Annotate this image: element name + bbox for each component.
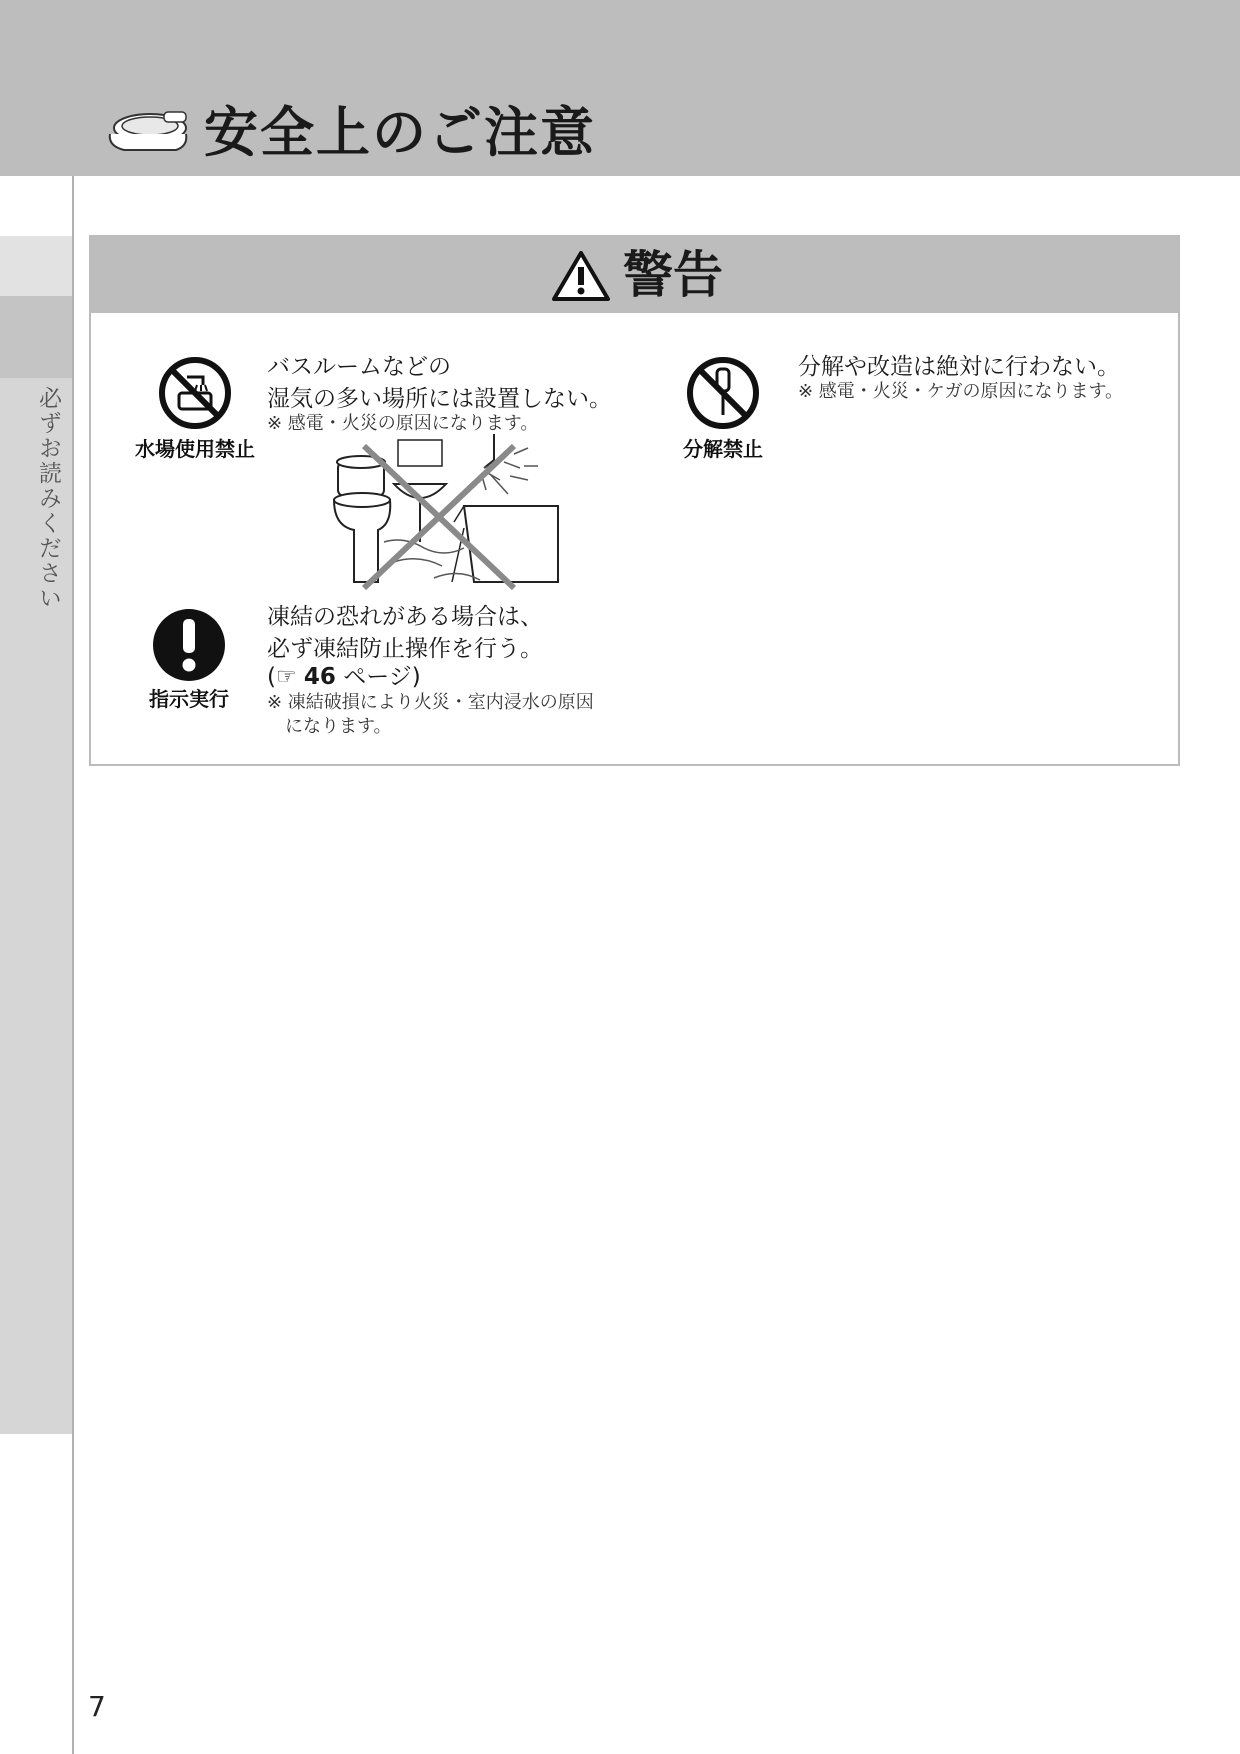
item-note: ※ 凍結破損により火災・室内浸水の原因 (267, 692, 594, 713)
side-tab-upper (0, 236, 72, 296)
mandatory-action-icon (151, 607, 227, 683)
toilet-seat-icon (104, 106, 190, 158)
ref-close: ページ) (335, 664, 421, 690)
pictogram-label: 分解禁止 (683, 437, 763, 461)
page-reference (267, 661, 421, 693)
side-tab-active (0, 296, 72, 378)
no-water-use-icon (157, 355, 233, 431)
warning-box (89, 235, 1180, 766)
ref-page-number: 46 (303, 664, 336, 690)
item-title: 凍結の恐れがある場合は、 (267, 604, 543, 630)
warning-header (91, 237, 1178, 313)
page-title: 安全上のご注意 (204, 101, 596, 164)
no-disassembly-icon (685, 355, 761, 431)
pictogram-label: 指示実行 (149, 687, 229, 711)
page-number: 7 (88, 1690, 106, 1723)
item-note: になります。 (267, 716, 392, 737)
item-note: ※ 感電・火災・ケガの原因になります。 (798, 381, 1124, 402)
warning-title: 警告 (623, 246, 723, 304)
item-title: バスルームなどの (267, 354, 451, 380)
item-title: 分解や改造は絶対に行わない。 (798, 354, 1120, 380)
item-title: 湿気の多い場所には設置しない。 (267, 386, 612, 412)
side-rule (72, 176, 74, 1754)
ref-open: (☞ (267, 664, 304, 690)
side-section-label: 必ずお読みください (35, 386, 61, 611)
warning-triangle-icon (551, 249, 611, 303)
item-note: ※ 感電・火災の原因になります。 (267, 413, 539, 434)
pictogram-label: 水場使用禁止 (135, 437, 255, 461)
item-title: 必ず凍結防止操作を行う。 (267, 636, 543, 662)
bathroom-prohibited-illustration (324, 432, 564, 592)
